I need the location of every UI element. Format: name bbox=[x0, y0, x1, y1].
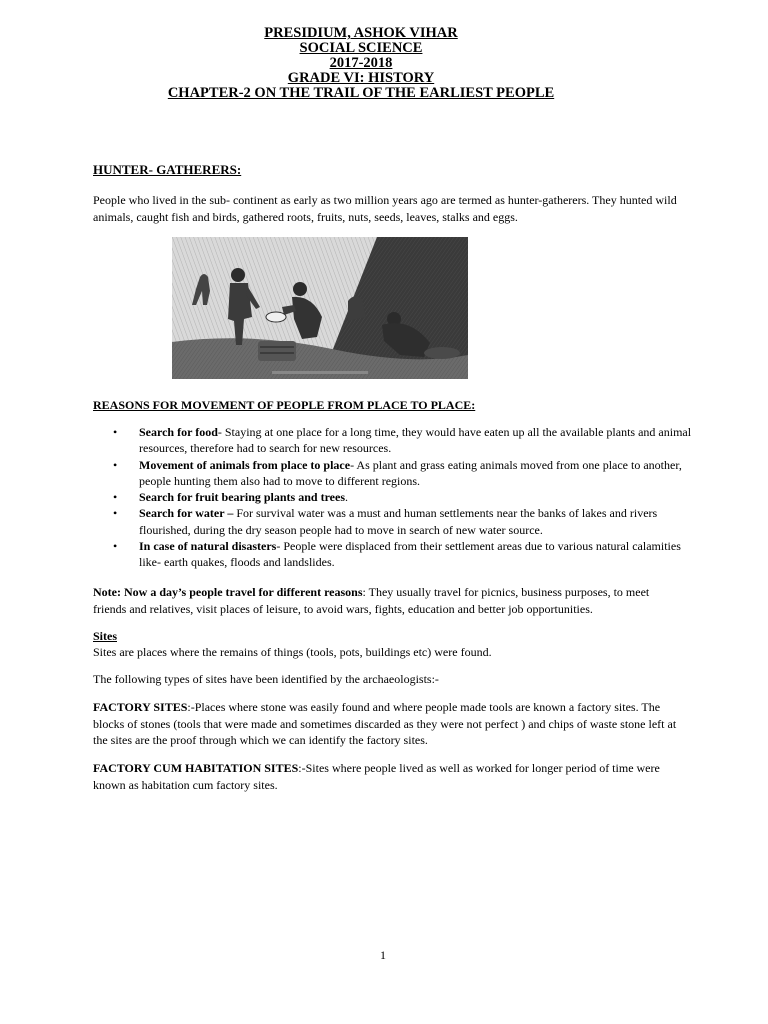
school-name: PRESIDIUM, ASHOK VIHAR bbox=[264, 25, 458, 41]
prehistoric-people-illustration bbox=[172, 237, 468, 379]
bullet: • bbox=[113, 506, 118, 521]
factory-sites-bold: FACTORY SITES bbox=[93, 700, 188, 714]
factory-sites-text: :-Places where stone was easily found and where people made tools are known a factory sites. The blocks of stones (tools that were made and sometimes discarded as they were not perfect ) and chips of waste stone left at the sites are the proof through which we can identify the factory sites. bbox=[93, 700, 677, 747]
list-item bbox=[113, 505, 703, 538]
document-header bbox=[0, 26, 722, 101]
reason-text: - Staying at one place for a long time, they would have eaten up all the available plants and animal resources, therefore had to search for new resources. bbox=[139, 425, 692, 456]
factory-sites-paragraph bbox=[93, 699, 683, 749]
list-item bbox=[113, 538, 703, 571]
reason-text: - As plant and grass eating animals moved from one place to another, people hunting them also had to move to different regions. bbox=[139, 457, 682, 488]
habitation-sites-paragraph bbox=[93, 760, 683, 793]
reasons-list bbox=[113, 424, 703, 571]
bullet: • bbox=[113, 425, 118, 439]
habitation-sites-text: :-Sites where people lived as well as worked for longer period of time were known as habitation cum factory sites. bbox=[93, 761, 660, 792]
reason-text: . bbox=[345, 490, 348, 505]
session-year: 2017-2018 bbox=[329, 55, 393, 71]
reason-text: For survival water was a must and human settlements near the banks of lakes and rivers flourished, during the dry season people had to move in search of new water source. bbox=[139, 506, 658, 537]
reason-bold: Movement of animals from place to place bbox=[139, 457, 351, 472]
reason-bold: Search for food bbox=[139, 425, 218, 439]
sites-intro: The following types of sites have been identified by the archaeologists:- bbox=[93, 672, 439, 686]
hunter-gatherers-heading: HUNTER- GATHERERS: bbox=[93, 162, 242, 177]
reasons-heading: REASONS FOR MOVEMENT OF PEOPLE FROM PLACE TO PLACE: bbox=[93, 398, 476, 412]
note-bold: Note: Now a day’s people travel for different reasons bbox=[93, 585, 363, 599]
sites-definition: Sites are places where the remains of things (tools, pots, buildings etc) were found. bbox=[93, 645, 492, 659]
bullet: • bbox=[113, 457, 118, 472]
reason-bold: Search for fruit bearing plants and trees bbox=[139, 490, 345, 505]
list-item bbox=[113, 489, 703, 505]
bullet: • bbox=[113, 490, 118, 505]
reason-bold: Search for water – bbox=[139, 506, 234, 521]
list-item bbox=[113, 457, 703, 490]
grade-title: GRADE VI: HISTORY bbox=[287, 70, 435, 86]
subject-name: SOCIAL SCIENCE bbox=[299, 40, 423, 56]
page-number: 1 bbox=[380, 948, 386, 962]
bullet: • bbox=[113, 539, 118, 554]
hunter-gatherers-paragraph: People who lived in the sub- continent as early as two million years ago are termed as hunter-gatherers. They hunted wild animals, caught fish and birds, gathered roots, fruits, nuts, seeds, leaves, stalks and eggs. bbox=[93, 193, 677, 224]
note-text: : They usually travel for picnics, business purposes, to meet friends and relatives, visit places of leisure, to avoid wars, fights, education and better job opportunities. bbox=[93, 585, 650, 616]
list-item bbox=[113, 424, 703, 457]
reason-text: - People were displaced from their settlement areas due to various natural calamities like- earth quakes, floods and landslides. bbox=[139, 539, 681, 570]
note-paragraph bbox=[93, 584, 683, 617]
habitation-sites-bold: FACTORY CUM HABITATION SITES bbox=[93, 761, 299, 775]
chapter-title: CHAPTER-2 ON THE TRAIL OF THE EARLIEST PEOPLE bbox=[167, 85, 555, 101]
engraving-image bbox=[172, 237, 468, 379]
reason-bold: In case of natural disasters bbox=[139, 539, 277, 554]
sites-heading: Sites bbox=[93, 629, 117, 643]
